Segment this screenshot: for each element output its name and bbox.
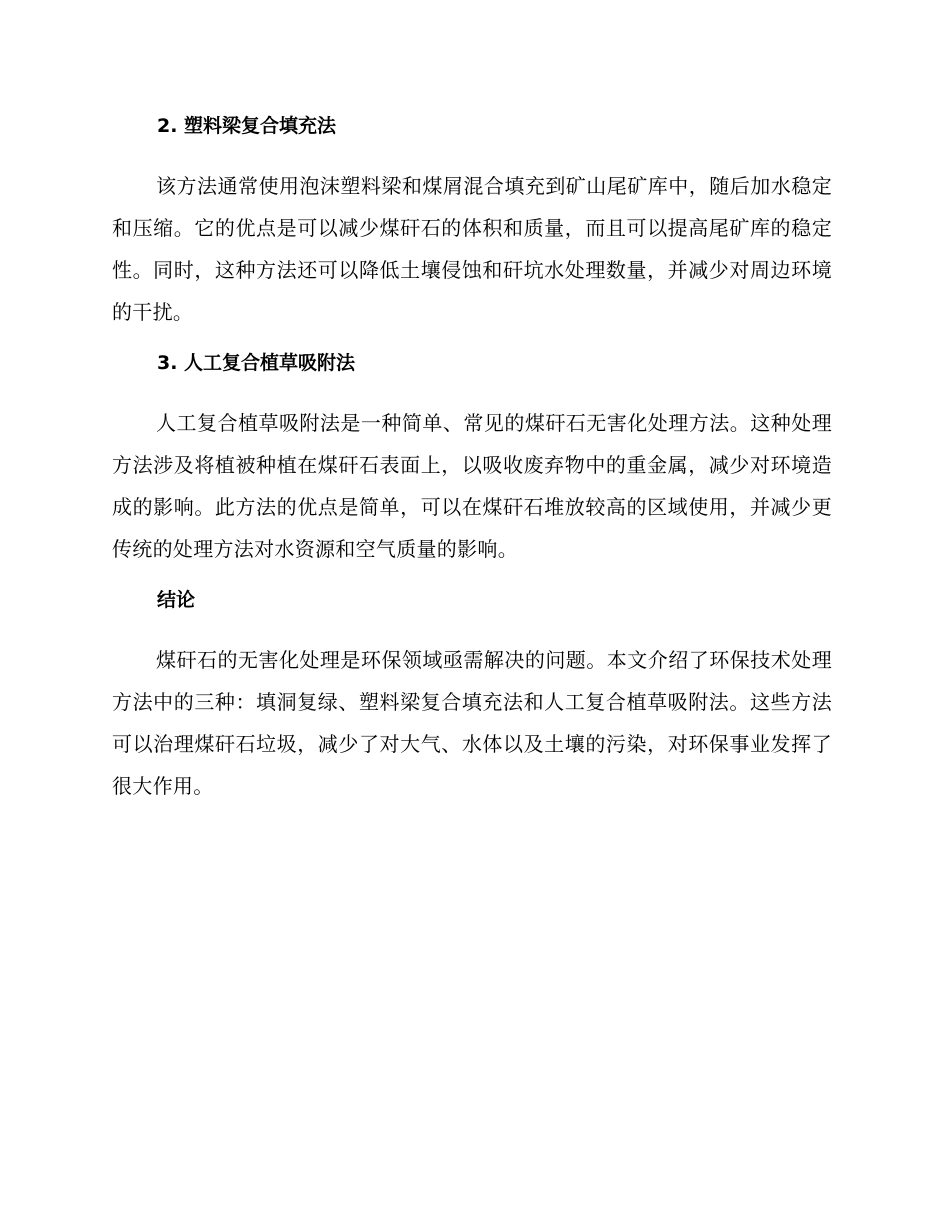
- section-heading: 3. 人工复合植草吸附法: [157, 352, 356, 374]
- section-paragraph: 煤矸石的无害化处理是环保领域亟需解决的问题。本文介绍了环保技术处理方法中的三种：填洞复绿、塑料梁复合填充法和人工复合植草吸附法。这些方法可以治理煤矸石垃圾，减少了对大气、水体以及土壤的污染，对环保事业发挥了很大作用。: [112, 648, 832, 798]
- section-artificial-grass-adsorption: [112, 349, 832, 570]
- section-plastic-beam-filling: [112, 112, 832, 333]
- section-conclusion: [112, 586, 832, 807]
- section-paragraph: 人工复合植草吸附法是一种简单、常见的煤矸石无害化处理方法。这种处理方法涉及将植被种植在煤矸石表面上，以吸收废弃物中的重金属，减少对环境造成的影响。此方法的优点是简单，可以在煤矸石堆放较高的区域使用，并减少更传统的处理方法对水资源和空气质量的影响。: [112, 411, 832, 561]
- section-paragraph: 该方法通常使用泡沫塑料梁和煤屑混合填充到矿山尾矿库中，随后加水稳定和压缩。它的优点是可以减少煤矸石的体积和质量，而且可以提高尾矿库的稳定性。同时，这种方法还可以降低土壤侵蚀和矸坑水处理数量，并减少对周边环境的干扰。: [112, 174, 832, 324]
- section-heading: 2. 塑料梁复合填充法: [157, 115, 337, 137]
- section-heading: 结论: [157, 589, 196, 611]
